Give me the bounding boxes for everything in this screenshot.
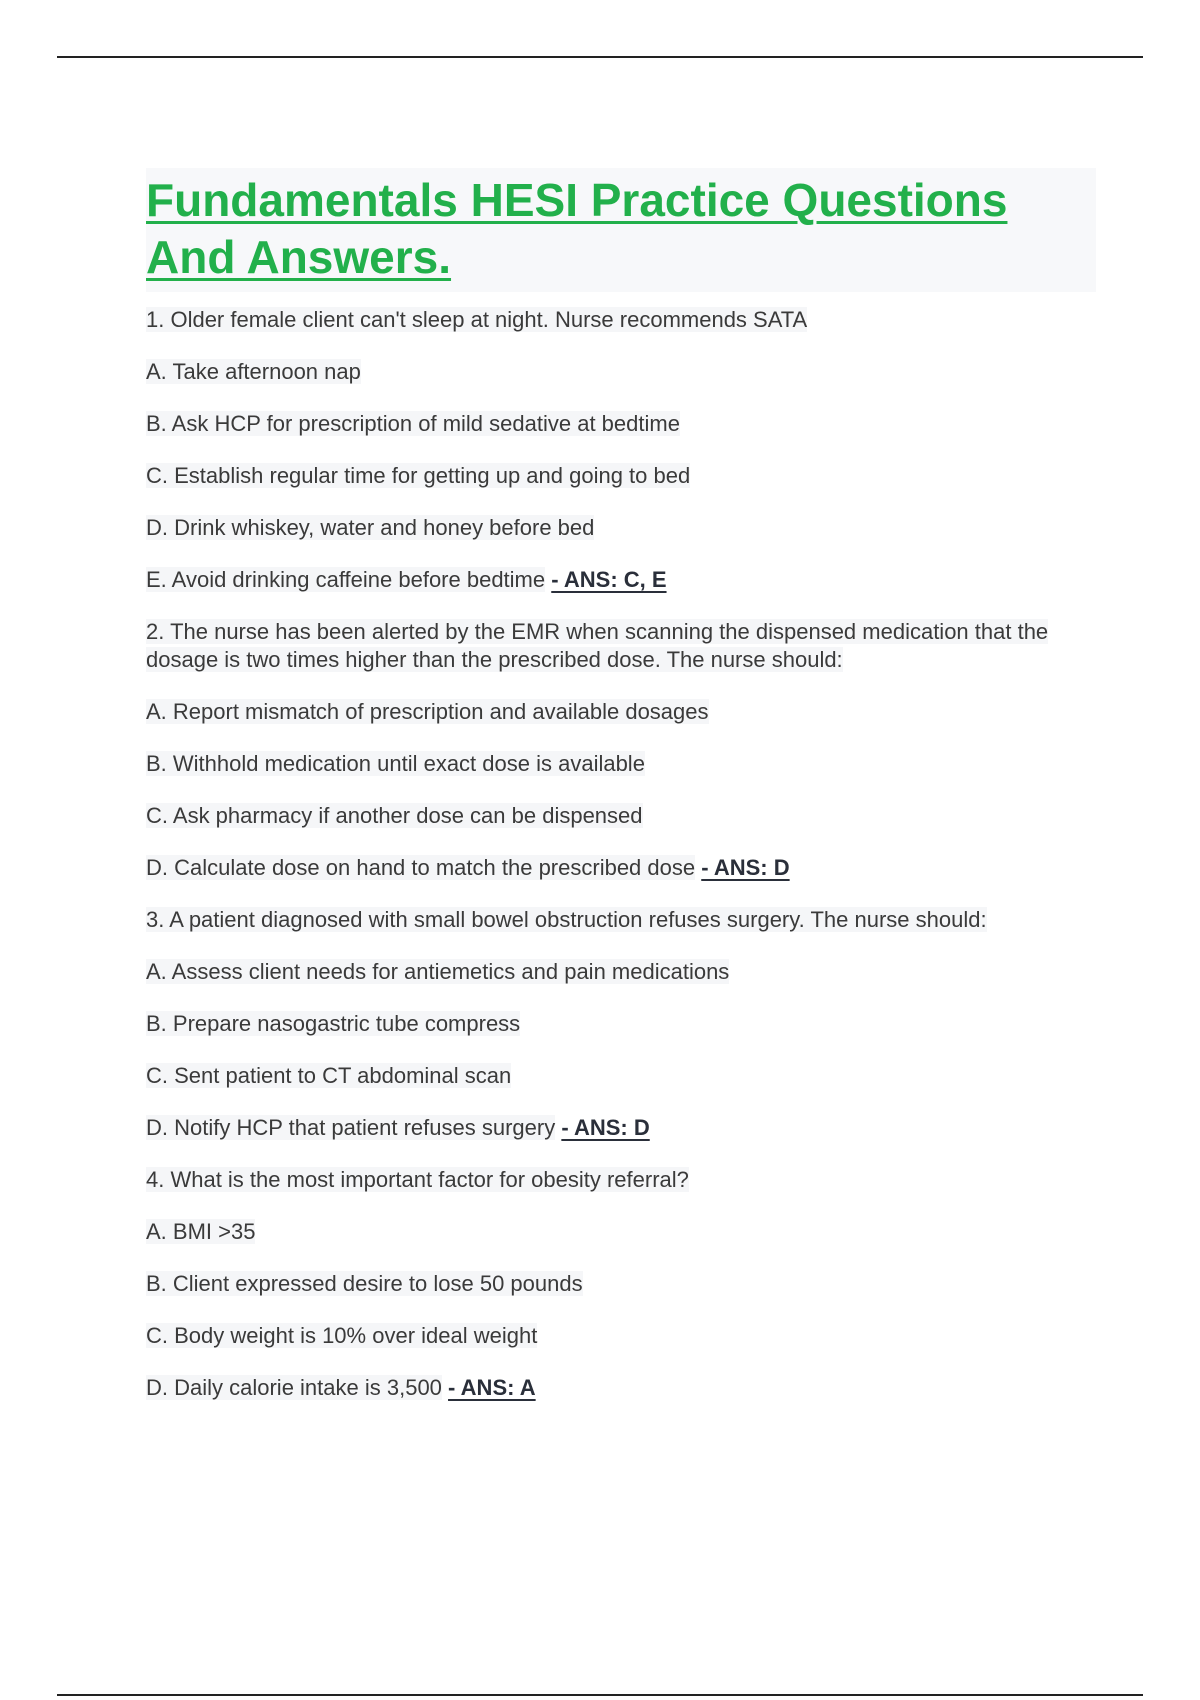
option-a: A. BMI >35 bbox=[146, 1219, 256, 1244]
option-c: C. Establish regular time for getting up and going to bed bbox=[146, 463, 691, 488]
option-c: C. Ask pharmacy if another dose can be dispensed bbox=[146, 803, 643, 828]
answer-key: - ANS: A bbox=[448, 1375, 536, 1400]
document-page bbox=[146, 168, 1096, 1402]
option-a: A. Take afternoon nap bbox=[146, 359, 361, 384]
option-d: D. Calculate dose on hand to match the prescribed dose - ANS: D bbox=[146, 855, 790, 880]
answer-key: - ANS: C, E bbox=[551, 567, 667, 592]
header-rule bbox=[57, 56, 1143, 58]
option-c: C. Sent patient to CT abdominal scan bbox=[146, 1063, 512, 1088]
question-2 bbox=[146, 618, 1096, 882]
option-b: B. Withhold medication until exact dose is available bbox=[146, 751, 645, 776]
option-b: B. Prepare nasogastric tube compress bbox=[146, 1011, 521, 1036]
question-stem: 1. Older female client can't sleep at night. Nurse recommends SATA bbox=[146, 307, 808, 332]
answer-key: - ANS: D bbox=[701, 855, 790, 880]
option-e: E. Avoid drinking caffeine before bedtime - ANS: C, E bbox=[146, 567, 667, 592]
option-d: D. Daily calorie intake is 3,500 - ANS: A bbox=[146, 1375, 536, 1400]
option-d: D. Drink whiskey, water and honey before bed bbox=[146, 515, 595, 540]
question-4 bbox=[146, 1166, 1096, 1402]
document-title: Fundamentals HESI Practice Questions And Answers. bbox=[146, 174, 1008, 283]
answer-key: - ANS: D bbox=[561, 1115, 650, 1140]
question-stem: 2. The nurse has been alerted by the EMR when scanning the dispensed medication that the dosage is two times higher than the prescribed dose. The nurse should: bbox=[146, 619, 1049, 672]
option-c: C. Body weight is 10% over ideal weight bbox=[146, 1323, 538, 1348]
option-a: A. Assess client needs for antiemetics and pain medications bbox=[146, 959, 730, 984]
title-block bbox=[146, 168, 1096, 292]
option-b: B. Client expressed desire to lose 50 pounds bbox=[146, 1271, 583, 1296]
question-stem: 4. What is the most important factor for obesity referral? bbox=[146, 1167, 689, 1192]
question-3 bbox=[146, 906, 1096, 1142]
footer-rule bbox=[57, 1694, 1143, 1696]
question-1 bbox=[146, 306, 1096, 594]
option-b: B. Ask HCP for prescription of mild sedative at bedtime bbox=[146, 411, 680, 436]
question-stem: 3. A patient diagnosed with small bowel obstruction refuses surgery. The nurse should: bbox=[146, 907, 987, 932]
option-a: A. Report mismatch of prescription and available dosages bbox=[146, 699, 709, 724]
option-d: D. Notify HCP that patient refuses surgery - ANS: D bbox=[146, 1115, 650, 1140]
